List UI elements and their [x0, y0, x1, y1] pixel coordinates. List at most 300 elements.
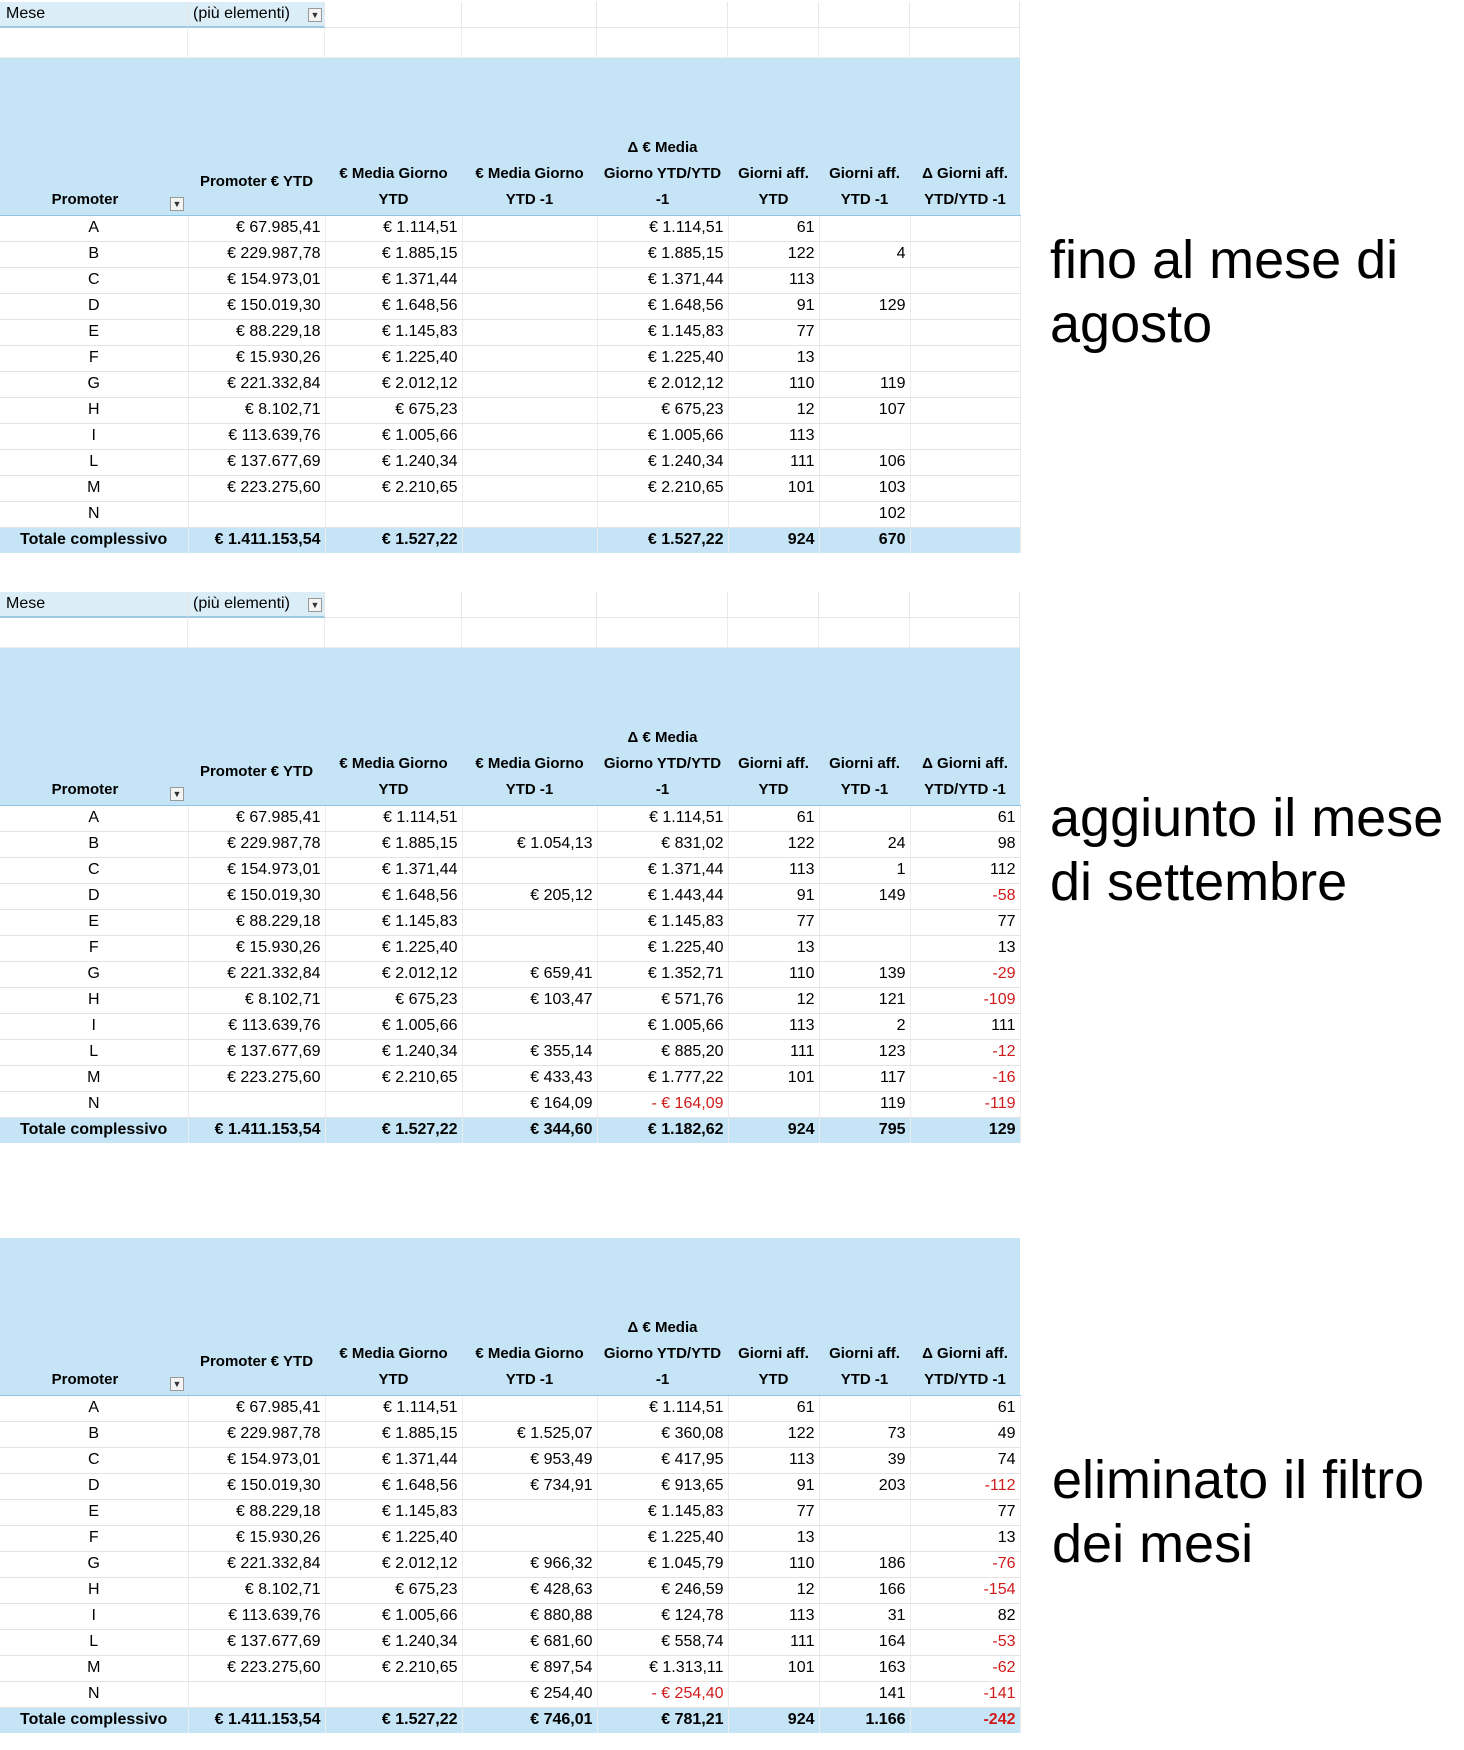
row-key[interactable]: D — [0, 883, 188, 909]
cell[interactable]: € 154.973,01 — [188, 857, 325, 883]
cell[interactable]: € 154.973,01 — [188, 267, 325, 293]
cell[interactable] — [819, 215, 910, 241]
cell[interactable]: € 1.225,40 — [597, 345, 728, 371]
cell[interactable]: 111 — [910, 1013, 1020, 1039]
row-key[interactable]: M — [0, 1655, 188, 1681]
cell[interactable]: € 15.930,26 — [188, 345, 325, 371]
cell[interactable]: 12 — [728, 397, 819, 423]
cell[interactable]: € 1.371,44 — [325, 267, 462, 293]
cell[interactable]: € 675,23 — [325, 987, 462, 1013]
cell[interactable]: -62 — [910, 1655, 1020, 1681]
filter-funnel-icon[interactable]: ▼ — [308, 8, 322, 22]
cell[interactable]: 163 — [819, 1655, 910, 1681]
cell[interactable] — [462, 475, 597, 501]
cell[interactable]: € 113.639,76 — [188, 1013, 325, 1039]
cell[interactable]: 122 — [728, 831, 819, 857]
cell[interactable]: € 1.777,22 — [597, 1065, 728, 1091]
cell[interactable]: € 205,12 — [462, 883, 597, 909]
cell[interactable] — [819, 267, 910, 293]
cell[interactable]: € 150.019,30 — [188, 293, 325, 319]
cell[interactable]: € 88.229,18 — [188, 909, 325, 935]
cell[interactable]: € 223.275,60 — [188, 475, 325, 501]
cell[interactable] — [462, 935, 597, 961]
cell[interactable]: € 150.019,30 — [188, 883, 325, 909]
cell[interactable]: € 229.987,78 — [188, 831, 325, 857]
total-cell[interactable]: 670 — [819, 527, 910, 553]
cell[interactable]: € 675,23 — [325, 397, 462, 423]
cell[interactable]: € 137.677,69 — [188, 1039, 325, 1065]
cell[interactable]: 91 — [728, 883, 819, 909]
cell[interactable] — [188, 1091, 325, 1117]
cell[interactable]: 77 — [728, 1499, 819, 1525]
cell[interactable] — [462, 267, 597, 293]
cell[interactable]: € 1.240,34 — [325, 1629, 462, 1655]
cell[interactable]: € 2.210,65 — [597, 475, 728, 501]
cell[interactable]: € 254,40 — [462, 1681, 597, 1707]
total-cell[interactable] — [462, 527, 597, 553]
cell[interactable]: € 1.225,40 — [325, 1525, 462, 1551]
total-cell[interactable]: € 344,60 — [462, 1117, 597, 1143]
cell[interactable] — [819, 1499, 910, 1525]
cell[interactable]: € 966,32 — [462, 1551, 597, 1577]
cell[interactable]: € 953,49 — [462, 1447, 597, 1473]
row-key[interactable]: M — [0, 475, 188, 501]
cell[interactable] — [462, 1525, 597, 1551]
cell[interactable] — [819, 345, 910, 371]
row-key[interactable]: E — [0, 319, 188, 345]
cell[interactable] — [910, 397, 1020, 423]
cell[interactable]: € 897,54 — [462, 1655, 597, 1681]
cell[interactable]: € 734,91 — [462, 1473, 597, 1499]
cell[interactable]: 77 — [910, 909, 1020, 935]
cell[interactable]: € 675,23 — [597, 397, 728, 423]
cell[interactable]: € 1.648,56 — [325, 293, 462, 319]
cell[interactable]: € 1.352,71 — [597, 961, 728, 987]
cell[interactable]: 12 — [728, 987, 819, 1013]
row-key[interactable]: N — [0, 1091, 188, 1117]
cell[interactable]: € 137.677,69 — [188, 449, 325, 475]
row-key[interactable]: H — [0, 1577, 188, 1603]
cell[interactable]: -58 — [910, 883, 1020, 909]
cell[interactable]: € 150.019,30 — [188, 1473, 325, 1499]
cell[interactable]: -12 — [910, 1039, 1020, 1065]
cell[interactable]: € 67.985,41 — [188, 805, 325, 831]
cell[interactable] — [819, 1525, 910, 1551]
header-promoter[interactable] — [0, 1238, 188, 1395]
cell[interactable]: € 2.012,12 — [325, 961, 462, 987]
cell[interactable]: € 1.145,83 — [597, 319, 728, 345]
row-key[interactable]: H — [0, 987, 188, 1013]
total-cell[interactable]: € 746,01 — [462, 1707, 597, 1733]
cell[interactable]: € 67.985,41 — [188, 215, 325, 241]
cell[interactable]: € 164,09 — [462, 1091, 597, 1117]
cell[interactable]: € 1.114,51 — [325, 805, 462, 831]
cell[interactable] — [462, 1499, 597, 1525]
cell[interactable]: -119 — [910, 1091, 1020, 1117]
cell[interactable]: 166 — [819, 1577, 910, 1603]
cell[interactable]: € 880,88 — [462, 1603, 597, 1629]
cell[interactable] — [597, 501, 728, 527]
cell[interactable]: € 1.885,15 — [325, 241, 462, 267]
cell[interactable]: -16 — [910, 1065, 1020, 1091]
cell[interactable]: € 1.145,83 — [325, 1499, 462, 1525]
cell[interactable] — [325, 1681, 462, 1707]
cell[interactable]: € 1.054,13 — [462, 831, 597, 857]
cell[interactable]: 139 — [819, 961, 910, 987]
cell[interactable]: € 229.987,78 — [188, 1421, 325, 1447]
cell[interactable]: 39 — [819, 1447, 910, 1473]
cell[interactable]: € 246,59 — [597, 1577, 728, 1603]
row-key[interactable]: C — [0, 857, 188, 883]
cell[interactable]: - € 164,09 — [597, 1091, 728, 1117]
cell[interactable]: € 433,43 — [462, 1065, 597, 1091]
cell[interactable]: 61 — [910, 1395, 1020, 1421]
cell[interactable]: € 885,20 — [597, 1039, 728, 1065]
cell[interactable] — [910, 293, 1020, 319]
total-cell[interactable]: € 1.527,22 — [325, 1707, 462, 1733]
cell[interactable]: -141 — [910, 1681, 1020, 1707]
cell[interactable]: € 1.648,56 — [597, 293, 728, 319]
row-key[interactable]: A — [0, 805, 188, 831]
cell[interactable]: 121 — [819, 987, 910, 1013]
total-cell[interactable]: 924 — [728, 527, 819, 553]
total-cell[interactable]: 129 — [910, 1117, 1020, 1143]
row-key[interactable]: F — [0, 1525, 188, 1551]
total-cell[interactable]: € 1.527,22 — [325, 527, 462, 553]
row-key[interactable]: B — [0, 241, 188, 267]
cell[interactable]: -76 — [910, 1551, 1020, 1577]
cell[interactable]: 110 — [728, 961, 819, 987]
cell[interactable]: € 1.114,51 — [325, 215, 462, 241]
cell[interactable]: 13 — [910, 1525, 1020, 1551]
cell[interactable]: € 113.639,76 — [188, 423, 325, 449]
cell[interactable]: € 1.240,34 — [597, 449, 728, 475]
cell[interactable]: € 15.930,26 — [188, 935, 325, 961]
total-label[interactable]: Totale complessivo — [0, 1707, 188, 1733]
total-cell[interactable]: € 1.411.153,54 — [188, 527, 325, 553]
total-cell[interactable] — [910, 527, 1020, 553]
cell[interactable]: 74 — [910, 1447, 1020, 1473]
cell[interactable]: 113 — [728, 267, 819, 293]
cell[interactable]: € 221.332,84 — [188, 1551, 325, 1577]
cell[interactable]: 122 — [728, 241, 819, 267]
cell[interactable]: € 229.987,78 — [188, 241, 325, 267]
cell[interactable]: € 124,78 — [597, 1603, 728, 1629]
cell[interactable] — [910, 319, 1020, 345]
cell[interactable] — [728, 1091, 819, 1117]
cell[interactable]: € 360,08 — [597, 1421, 728, 1447]
cell[interactable] — [462, 293, 597, 319]
cell[interactable]: 123 — [819, 1039, 910, 1065]
cell[interactable]: € 831,02 — [597, 831, 728, 857]
cell[interactable]: 101 — [728, 1065, 819, 1091]
cell[interactable]: 164 — [819, 1629, 910, 1655]
cell[interactable]: € 2.012,12 — [597, 371, 728, 397]
cell[interactable]: € 558,74 — [597, 1629, 728, 1655]
total-cell[interactable]: 1.166 — [819, 1707, 910, 1733]
cell[interactable] — [462, 371, 597, 397]
cell[interactable]: 61 — [728, 805, 819, 831]
cell[interactable]: € 67.985,41 — [188, 1395, 325, 1421]
cell[interactable]: € 1.005,66 — [325, 1603, 462, 1629]
cell[interactable]: € 1.114,51 — [597, 805, 728, 831]
cell[interactable]: € 1.145,83 — [325, 909, 462, 935]
row-key[interactable]: I — [0, 1013, 188, 1039]
cell[interactable]: € 221.332,84 — [188, 371, 325, 397]
cell[interactable]: € 223.275,60 — [188, 1655, 325, 1681]
total-cell[interactable]: € 1.411.153,54 — [188, 1117, 325, 1143]
row-key[interactable]: N — [0, 501, 188, 527]
cell[interactable]: 1 — [819, 857, 910, 883]
row-key[interactable]: B — [0, 1421, 188, 1447]
cell[interactable]: € 223.275,60 — [188, 1065, 325, 1091]
cell[interactable]: 141 — [819, 1681, 910, 1707]
cell[interactable]: € 1.371,44 — [597, 267, 728, 293]
total-cell[interactable]: € 1.527,22 — [597, 527, 728, 553]
cell[interactable]: 117 — [819, 1065, 910, 1091]
cell[interactable]: 106 — [819, 449, 910, 475]
cell[interactable] — [910, 215, 1020, 241]
cell[interactable]: 101 — [728, 1655, 819, 1681]
total-cell[interactable]: € 1.527,22 — [325, 1117, 462, 1143]
cell[interactable]: € 1.885,15 — [325, 831, 462, 857]
cell[interactable] — [462, 319, 597, 345]
cell[interactable]: 113 — [728, 1013, 819, 1039]
cell[interactable] — [819, 935, 910, 961]
cell[interactable]: 110 — [728, 371, 819, 397]
cell[interactable] — [910, 475, 1020, 501]
total-cell[interactable]: € 781,21 — [597, 1707, 728, 1733]
promoter-filter-dropdown-icon[interactable]: ▼ — [170, 1377, 184, 1391]
cell[interactable] — [462, 1395, 597, 1421]
cell[interactable]: € 221.332,84 — [188, 961, 325, 987]
cell[interactable]: 82 — [910, 1603, 1020, 1629]
total-label[interactable]: Totale complessivo — [0, 527, 188, 553]
cell[interactable]: 49 — [910, 1421, 1020, 1447]
row-key[interactable]: A — [0, 215, 188, 241]
cell[interactable]: € 1.225,40 — [597, 1525, 728, 1551]
cell[interactable]: € 1.114,51 — [597, 215, 728, 241]
cell[interactable] — [462, 345, 597, 371]
cell[interactable]: 103 — [819, 475, 910, 501]
cell[interactable]: 110 — [728, 1551, 819, 1577]
cell[interactable]: € 1.525,07 — [462, 1421, 597, 1447]
cell[interactable] — [462, 449, 597, 475]
cell[interactable]: 4 — [819, 241, 910, 267]
cell[interactable]: € 103,47 — [462, 987, 597, 1013]
cell[interactable]: € 1.648,56 — [325, 883, 462, 909]
cell[interactable]: € 571,76 — [597, 987, 728, 1013]
cell[interactable]: 2 — [819, 1013, 910, 1039]
total-cell[interactable]: 795 — [819, 1117, 910, 1143]
row-key[interactable]: H — [0, 397, 188, 423]
cell[interactable]: 149 — [819, 883, 910, 909]
row-key[interactable]: L — [0, 449, 188, 475]
cell[interactable]: € 675,23 — [325, 1577, 462, 1603]
cell[interactable]: € 2.210,65 — [325, 1655, 462, 1681]
row-key[interactable]: G — [0, 961, 188, 987]
cell[interactable] — [910, 371, 1020, 397]
cell[interactable]: 13 — [728, 345, 819, 371]
cell[interactable]: € 681,60 — [462, 1629, 597, 1655]
cell[interactable] — [910, 501, 1020, 527]
row-key[interactable]: M — [0, 1065, 188, 1091]
total-cell[interactable]: 924 — [728, 1707, 819, 1733]
cell[interactable] — [819, 319, 910, 345]
cell[interactable]: € 1.240,34 — [325, 1039, 462, 1065]
cell[interactable]: 24 — [819, 831, 910, 857]
row-key[interactable]: L — [0, 1039, 188, 1065]
cell[interactable]: -109 — [910, 987, 1020, 1013]
cell[interactable] — [462, 215, 597, 241]
row-key[interactable]: N — [0, 1681, 188, 1707]
cell[interactable]: € 1.145,83 — [325, 319, 462, 345]
cell[interactable]: 13 — [910, 935, 1020, 961]
cell[interactable]: 112 — [910, 857, 1020, 883]
cell[interactable]: 77 — [910, 1499, 1020, 1525]
cell[interactable]: € 2.210,65 — [325, 475, 462, 501]
cell[interactable]: 102 — [819, 501, 910, 527]
cell[interactable]: € 1.145,83 — [597, 909, 728, 935]
cell[interactable] — [462, 241, 597, 267]
cell[interactable] — [462, 805, 597, 831]
cell[interactable]: 111 — [728, 1629, 819, 1655]
cell[interactable]: 186 — [819, 1551, 910, 1577]
cell[interactable] — [325, 1091, 462, 1117]
total-cell[interactable]: 924 — [728, 1117, 819, 1143]
cell[interactable]: € 88.229,18 — [188, 1499, 325, 1525]
cell[interactable] — [462, 397, 597, 423]
cell[interactable]: € 355,14 — [462, 1039, 597, 1065]
row-key[interactable]: C — [0, 267, 188, 293]
filter-value[interactable] — [188, 2, 325, 28]
cell[interactable] — [819, 423, 910, 449]
cell[interactable]: € 1.225,40 — [325, 935, 462, 961]
cell[interactable]: 77 — [728, 909, 819, 935]
cell[interactable]: 113 — [728, 1447, 819, 1473]
cell[interactable]: 203 — [819, 1473, 910, 1499]
row-key[interactable]: F — [0, 935, 188, 961]
cell[interactable]: € 2.012,12 — [325, 1551, 462, 1577]
total-cell[interactable]: -242 — [910, 1707, 1020, 1733]
cell[interactable]: € 1.225,40 — [325, 345, 462, 371]
header-promoter[interactable] — [0, 648, 188, 805]
cell[interactable] — [462, 501, 597, 527]
cell[interactable]: € 1.005,66 — [597, 1013, 728, 1039]
total-cell[interactable]: € 1.411.153,54 — [188, 1707, 325, 1733]
cell[interactable]: 13 — [728, 935, 819, 961]
promoter-filter-dropdown-icon[interactable]: ▼ — [170, 197, 184, 211]
cell[interactable]: 91 — [728, 1473, 819, 1499]
promoter-filter-dropdown-icon[interactable]: ▼ — [170, 787, 184, 801]
cell[interactable]: 129 — [819, 293, 910, 319]
cell[interactable]: -154 — [910, 1577, 1020, 1603]
cell[interactable]: 98 — [910, 831, 1020, 857]
cell[interactable] — [462, 1013, 597, 1039]
cell[interactable] — [325, 501, 462, 527]
cell[interactable] — [728, 501, 819, 527]
cell[interactable] — [462, 423, 597, 449]
cell[interactable]: € 8.102,71 — [188, 1577, 325, 1603]
cell[interactable]: € 1.005,66 — [325, 423, 462, 449]
row-key[interactable]: B — [0, 831, 188, 857]
row-key[interactable]: I — [0, 423, 188, 449]
cell[interactable] — [910, 423, 1020, 449]
cell[interactable] — [819, 805, 910, 831]
row-key[interactable]: A — [0, 1395, 188, 1421]
row-key[interactable]: C — [0, 1447, 188, 1473]
cell[interactable]: € 1.005,66 — [325, 1013, 462, 1039]
row-key[interactable]: G — [0, 371, 188, 397]
cell[interactable] — [188, 501, 325, 527]
row-key[interactable]: D — [0, 1473, 188, 1499]
cell[interactable]: € 1.240,34 — [325, 449, 462, 475]
cell[interactable]: 12 — [728, 1577, 819, 1603]
cell[interactable]: € 1.885,15 — [325, 1421, 462, 1447]
cell[interactable]: 111 — [728, 449, 819, 475]
header-promoter[interactable] — [0, 58, 188, 215]
row-key[interactable]: I — [0, 1603, 188, 1629]
cell[interactable]: 61 — [728, 1395, 819, 1421]
cell[interactable]: € 2.210,65 — [325, 1065, 462, 1091]
cell[interactable]: 13 — [728, 1525, 819, 1551]
cell[interactable] — [462, 857, 597, 883]
cell[interactable]: € 137.677,69 — [188, 1629, 325, 1655]
cell[interactable]: € 8.102,71 — [188, 397, 325, 423]
cell[interactable]: € 1.005,66 — [597, 423, 728, 449]
cell[interactable]: 111 — [728, 1039, 819, 1065]
cell[interactable]: € 913,65 — [597, 1473, 728, 1499]
cell[interactable] — [819, 1395, 910, 1421]
cell[interactable] — [910, 241, 1020, 267]
cell[interactable] — [728, 1681, 819, 1707]
row-key[interactable]: E — [0, 1499, 188, 1525]
cell[interactable]: 61 — [728, 215, 819, 241]
cell[interactable]: € 1.443,44 — [597, 883, 728, 909]
cell[interactable]: € 1.145,83 — [597, 1499, 728, 1525]
row-key[interactable]: D — [0, 293, 188, 319]
cell[interactable]: € 417,95 — [597, 1447, 728, 1473]
cell[interactable] — [910, 449, 1020, 475]
cell[interactable]: 113 — [728, 423, 819, 449]
cell[interactable]: -112 — [910, 1473, 1020, 1499]
cell[interactable] — [910, 345, 1020, 371]
cell[interactable]: 73 — [819, 1421, 910, 1447]
cell[interactable]: 122 — [728, 1421, 819, 1447]
cell[interactable]: € 1.045,79 — [597, 1551, 728, 1577]
cell[interactable]: 101 — [728, 475, 819, 501]
cell[interactable]: 113 — [728, 1603, 819, 1629]
cell[interactable]: € 1.648,56 — [325, 1473, 462, 1499]
cell[interactable]: € 154.973,01 — [188, 1447, 325, 1473]
filter-funnel-icon[interactable]: ▼ — [308, 598, 322, 612]
cell[interactable]: 119 — [819, 371, 910, 397]
cell[interactable]: € 1.114,51 — [325, 1395, 462, 1421]
cell[interactable]: 77 — [728, 319, 819, 345]
total-cell[interactable]: € 1.182,62 — [597, 1117, 728, 1143]
total-label[interactable]: Totale complessivo — [0, 1117, 188, 1143]
cell[interactable]: € 428,63 — [462, 1577, 597, 1603]
cell[interactable]: € 1.225,40 — [597, 935, 728, 961]
cell[interactable]: € 1.885,15 — [597, 241, 728, 267]
cell[interactable] — [910, 267, 1020, 293]
cell[interactable]: 31 — [819, 1603, 910, 1629]
cell[interactable] — [188, 1681, 325, 1707]
cell[interactable]: 119 — [819, 1091, 910, 1117]
row-key[interactable]: E — [0, 909, 188, 935]
cell[interactable]: € 1.371,44 — [597, 857, 728, 883]
cell[interactable] — [819, 909, 910, 935]
